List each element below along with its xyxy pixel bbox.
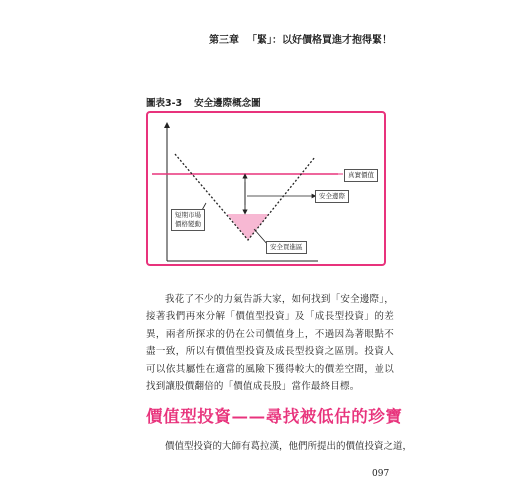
intrinsic-value-label: 真實價值: [344, 169, 378, 182]
figure-title: 安全邊際概念圖: [194, 98, 261, 109]
chapter-title: 「緊」：以好價格買進才抱得緊！: [247, 35, 392, 46]
page-number: 097: [372, 469, 390, 479]
body-paragraph-1: 我花了不少的力氣告訴大家，如何找到「安全邊際」，接著我們再來分解「價值型投資」及「成長型投資」的差異，兩者所探求的仍在公司價值身上，不過因為著眼點不盡一致，所以有價值型投資及成長型投資之區別。投資人可以依其屬性在適當的風險下獲得較大的價差空間，並以找到讓股價翻倍的「價值成長股」當作最終目標。: [146, 294, 394, 393]
chapter-label: 第三章: [209, 35, 239, 46]
safety-buy-zone: [227, 214, 269, 240]
body-paragraph-2: 價值型投資的大師有葛拉漢，他們所提出的價值投資之道，: [165, 441, 413, 452]
market-fluctuation-line2: 價格變動: [175, 220, 201, 228]
market-fluctuation-line1: 短期市場: [175, 211, 201, 219]
market-fluctuation-label: [171, 209, 205, 231]
figure-caption: [146, 95, 261, 109]
safety-margin-label: 安全邊際: [315, 190, 349, 203]
safety-buy-zone-label: 安全買進區: [266, 241, 307, 254]
running-header: [0, 31, 392, 51]
section-title: 價值型投資——尋找被低估的珍寶: [146, 407, 403, 426]
figure-number: 圖表3-3: [146, 98, 183, 109]
figure-frame: [146, 111, 386, 266]
